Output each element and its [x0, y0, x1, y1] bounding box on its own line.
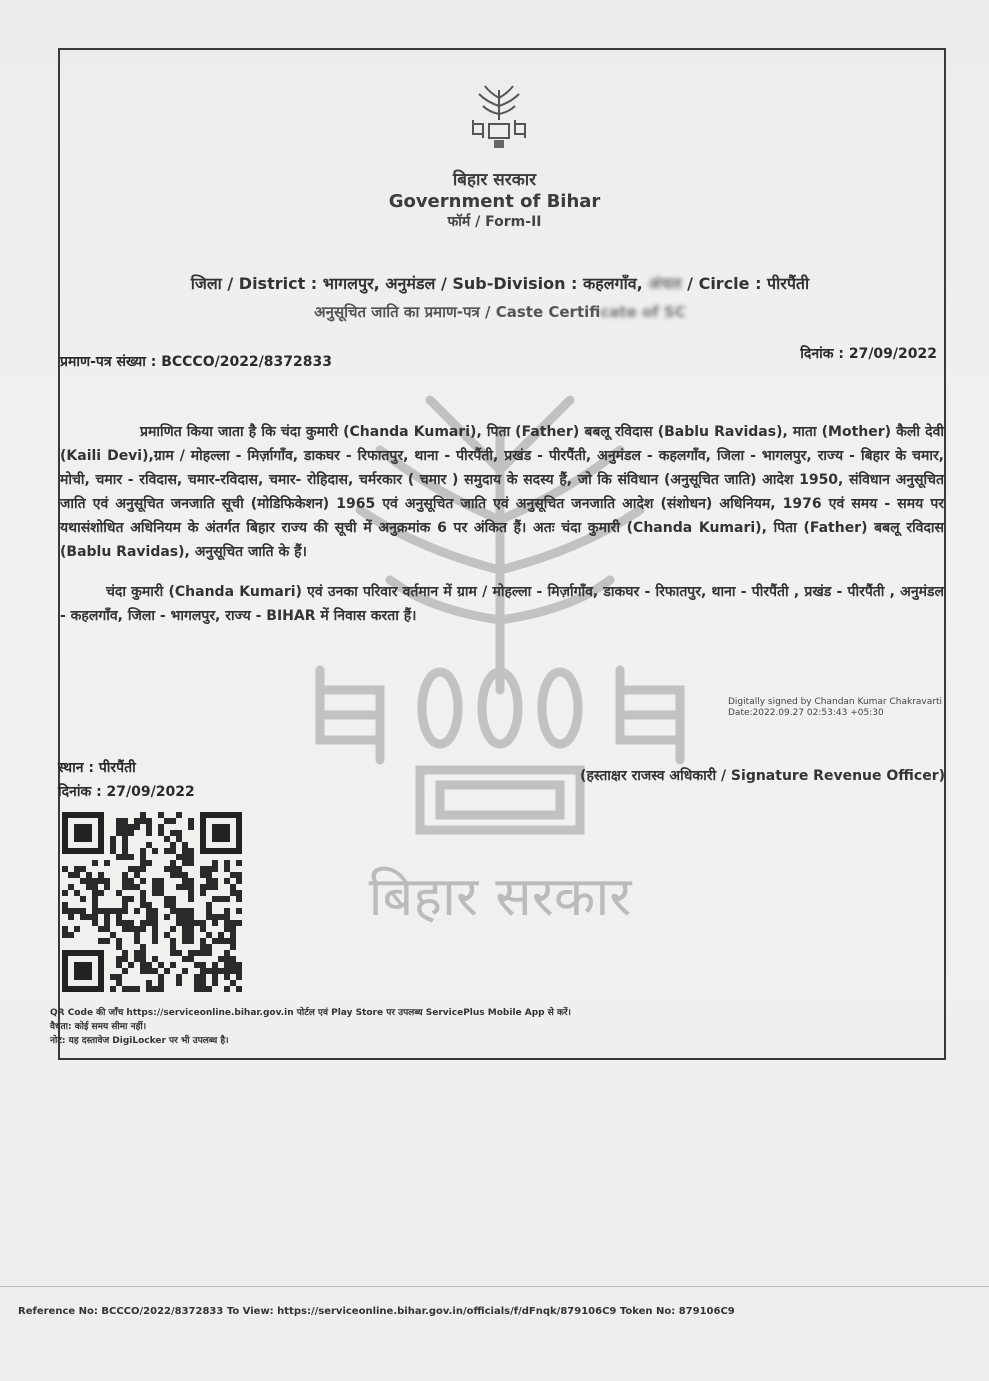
certificate-title-visible: अनुसूचित जाति का प्रमाण-पत्र / Caste Certifi	[314, 303, 601, 321]
subdivision: अनुमंडल / Sub-Division : कहलगाँव,	[385, 274, 643, 293]
circle-redacted: अंचल	[648, 274, 682, 293]
qr-code-icon	[62, 812, 242, 996]
place: स्थान : पीरपैंती	[58, 760, 136, 776]
issue-date: दिनांक : 27/09/2022	[800, 346, 937, 362]
signature-label: (हस्ताक्षर राजस्व अधिकारी / Signature Revenue Officer)	[580, 768, 945, 784]
place-block	[58, 756, 195, 804]
qr-note: QR Code की जाँच https://serviceonline.bihar.gov.in पोर्टल एवं Play Store पर उपलब्ध ServicePlus Mobile App से करें।	[50, 1008, 571, 1018]
district: जिला / District : भागलपुर,	[190, 274, 380, 293]
watermark-text: बिहार सरकार	[368, 865, 632, 928]
gov-hindi-title: बिहार सरकार	[452, 170, 537, 190]
place-date: दिनांक : 27/09/2022	[58, 784, 195, 800]
certificate-body	[60, 420, 944, 644]
certificate-title	[60, 302, 940, 322]
bihar-emblem-icon	[463, 84, 535, 150]
digital-signed-by: Digitally signed by Chandan Kumar Chakravarti	[728, 697, 942, 707]
certificate-title-blurred: cate of SC	[600, 303, 686, 321]
digital-signature	[728, 697, 942, 719]
footer-divider	[0, 1286, 989, 1287]
circle: / Circle : पीरपैंती	[687, 274, 810, 293]
gov-english-title: Government of Bihar	[388, 191, 601, 213]
digital-signed-date: Date:2022.09.27 02:53:43 +05:30	[728, 708, 884, 718]
form-label: फॉर्म / Form-II	[447, 213, 542, 230]
validity-note: वैधता: कोई समय सीमा नहीं।	[50, 1022, 147, 1032]
certificate-number: प्रमाण-पत्र संख्या : BCCCO/2022/8372833	[60, 354, 332, 370]
notes	[50, 1006, 571, 1048]
body-paragraph-1: प्रमाणित किया जाता है कि चंदा कुमारी (Chanda Kumari), पिता (Father) बबलू रविदास (Bablu Ravidas), माता (Mother) कैली देवी (Kaili Devi),ग्राम / मोहल्ला - मिर्ज़ागाँव, डाकघर - रिफातपुर, थाना - पीरपैंती, प्रखंड - पीरपैंती, अनुमंडल - कहलगाँव, जिला - भागलपुर, राज्य - बिहार के चमार, मोची, चमार - रविदास, चमार-रविदास, चमार- रोहिदास, चर्मरकार ( चमार ) समुदाय के सदस्य हैं, जो कि संविधान (अनुसूचित जाति) आदेश 1950, संविधान अनुसूचित जाति एवं अनुसूचित जनजाति सूची (मोडिफिकेशन) 1965 एवं अनुसूचित जाति एवं अनुसूचित जनजाति आदेश (संशोधन) अधिनियम, 1976 एवं समय - समय पर यथासंशोधित अधिनियम के अंतर्गत बिहार राज्य की सूची में अनुक्रमांक 6 पर अंकित हैं। अतः चंदा कुमारी (Chanda Kumari), पिता (Father) बबलू रविदास (Bablu Ravidas), अनुसूचित जाति के हैं।	[60, 424, 944, 560]
location-line	[60, 272, 940, 294]
digilocker-note: नोट: यह दस्तावेज DigiLocker पर भी उपलब्ध है।	[50, 1036, 229, 1046]
body-paragraph-2: चंदा कुमारी (Chanda Kumari) एवं उनका परिवार वर्तमान में ग्राम / मोहल्ला - मिर्ज़ागाँव, डाकघर - रिफातपुर, थाना - पीरपैंती , प्रखंड - पीरपैंती , अनुमंडल - कहलगाँव, जिला - भागलपुर, राज्य - BIHAR में निवास करता हैं।	[60, 584, 944, 624]
header	[0, 170, 989, 231]
reference-footer: Reference No: BCCCO/2022/8372833 To View: https://serviceonline.bihar.gov.in/officials/f/dFnqk/879106C9 Token No: 879106C9	[18, 1306, 735, 1317]
